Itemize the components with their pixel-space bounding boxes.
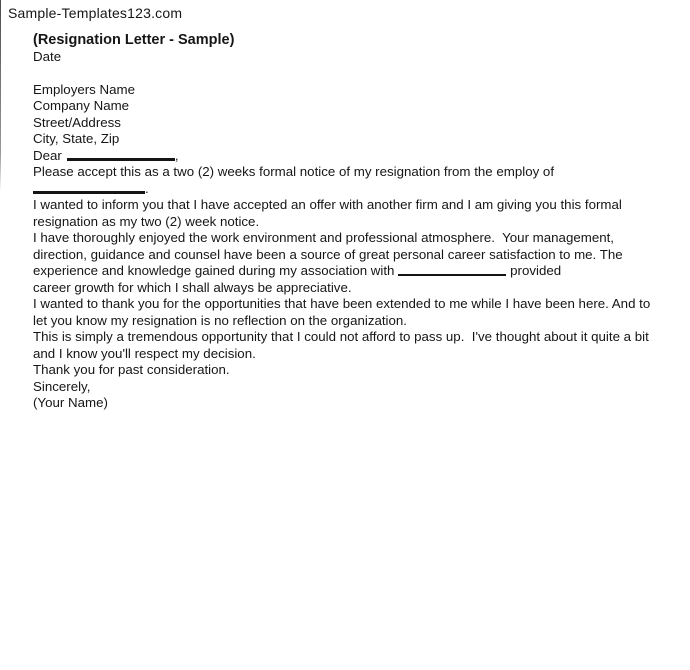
- salutation-punctuation: ,: [174, 147, 179, 163]
- letter-content: [33, 32, 658, 412]
- letter-title: (Resignation Letter - Sample): [33, 32, 235, 48]
- recipient-city-state-zip: City, State, Zip: [33, 131, 120, 146]
- association-blank-line: [398, 274, 506, 277]
- paragraph-thank-you: I wanted to thank you for the opportunities that have been extended to me while I have been here. And to let you know my resignation is no reflection on the organization.: [33, 296, 651, 328]
- site-header: Sample-Templates123.com: [8, 5, 183, 21]
- recipient-employer-name: Employers Name: [33, 81, 135, 97]
- notice-punctuation: .: [145, 180, 149, 196]
- closing-sincerely-line: Sincerely,: [33, 378, 91, 394]
- date-line: Date: [33, 49, 62, 64]
- appreciation-text-before: I have thoroughly enjoyed the work environment and professional atmosphere. Your management, direction, guidance and counsel have been a source of great personal career satisfaction to me. The experience and knowledge gained during my association with: [33, 230, 623, 278]
- appreciation-text-after: provided: [506, 263, 562, 278]
- recipient-company-name: Company Name: [33, 98, 130, 113]
- salutation-prefix: Dear: [33, 147, 62, 163]
- paragraph-offer: I wanted to inform you that I have accepted an offer with another firm and I am giving you this formal resignation as my two (2) week notice.: [33, 197, 622, 229]
- notice-text: Please accept this as a two (2) weeks formal notice of my resignation from the employ of: [33, 164, 555, 179]
- recipient-street-address: Street/Address: [33, 114, 121, 130]
- recipient-block: [33, 82, 658, 148]
- paragraph-opportunity: This is simply a tremendous opportunity that I could not afford to pass up. I've thought about it quite a bit and I know you'll respect my decision.: [33, 329, 649, 361]
- scan-edge-artifact: [0, 0, 1, 192]
- signature-name-line: (Your Name): [33, 395, 108, 410]
- paragraph-notice: [33, 164, 658, 197]
- employer-blank-line: [33, 191, 145, 194]
- salutation-line: [33, 148, 658, 165]
- salutation-blank-line: [67, 158, 175, 161]
- appreciation-text-tail: career growth for which I shall always be appreciative.: [33, 279, 352, 295]
- paragraph-appreciation: [33, 230, 658, 296]
- closing-consideration-line: Thank you for past consideration.: [33, 362, 230, 377]
